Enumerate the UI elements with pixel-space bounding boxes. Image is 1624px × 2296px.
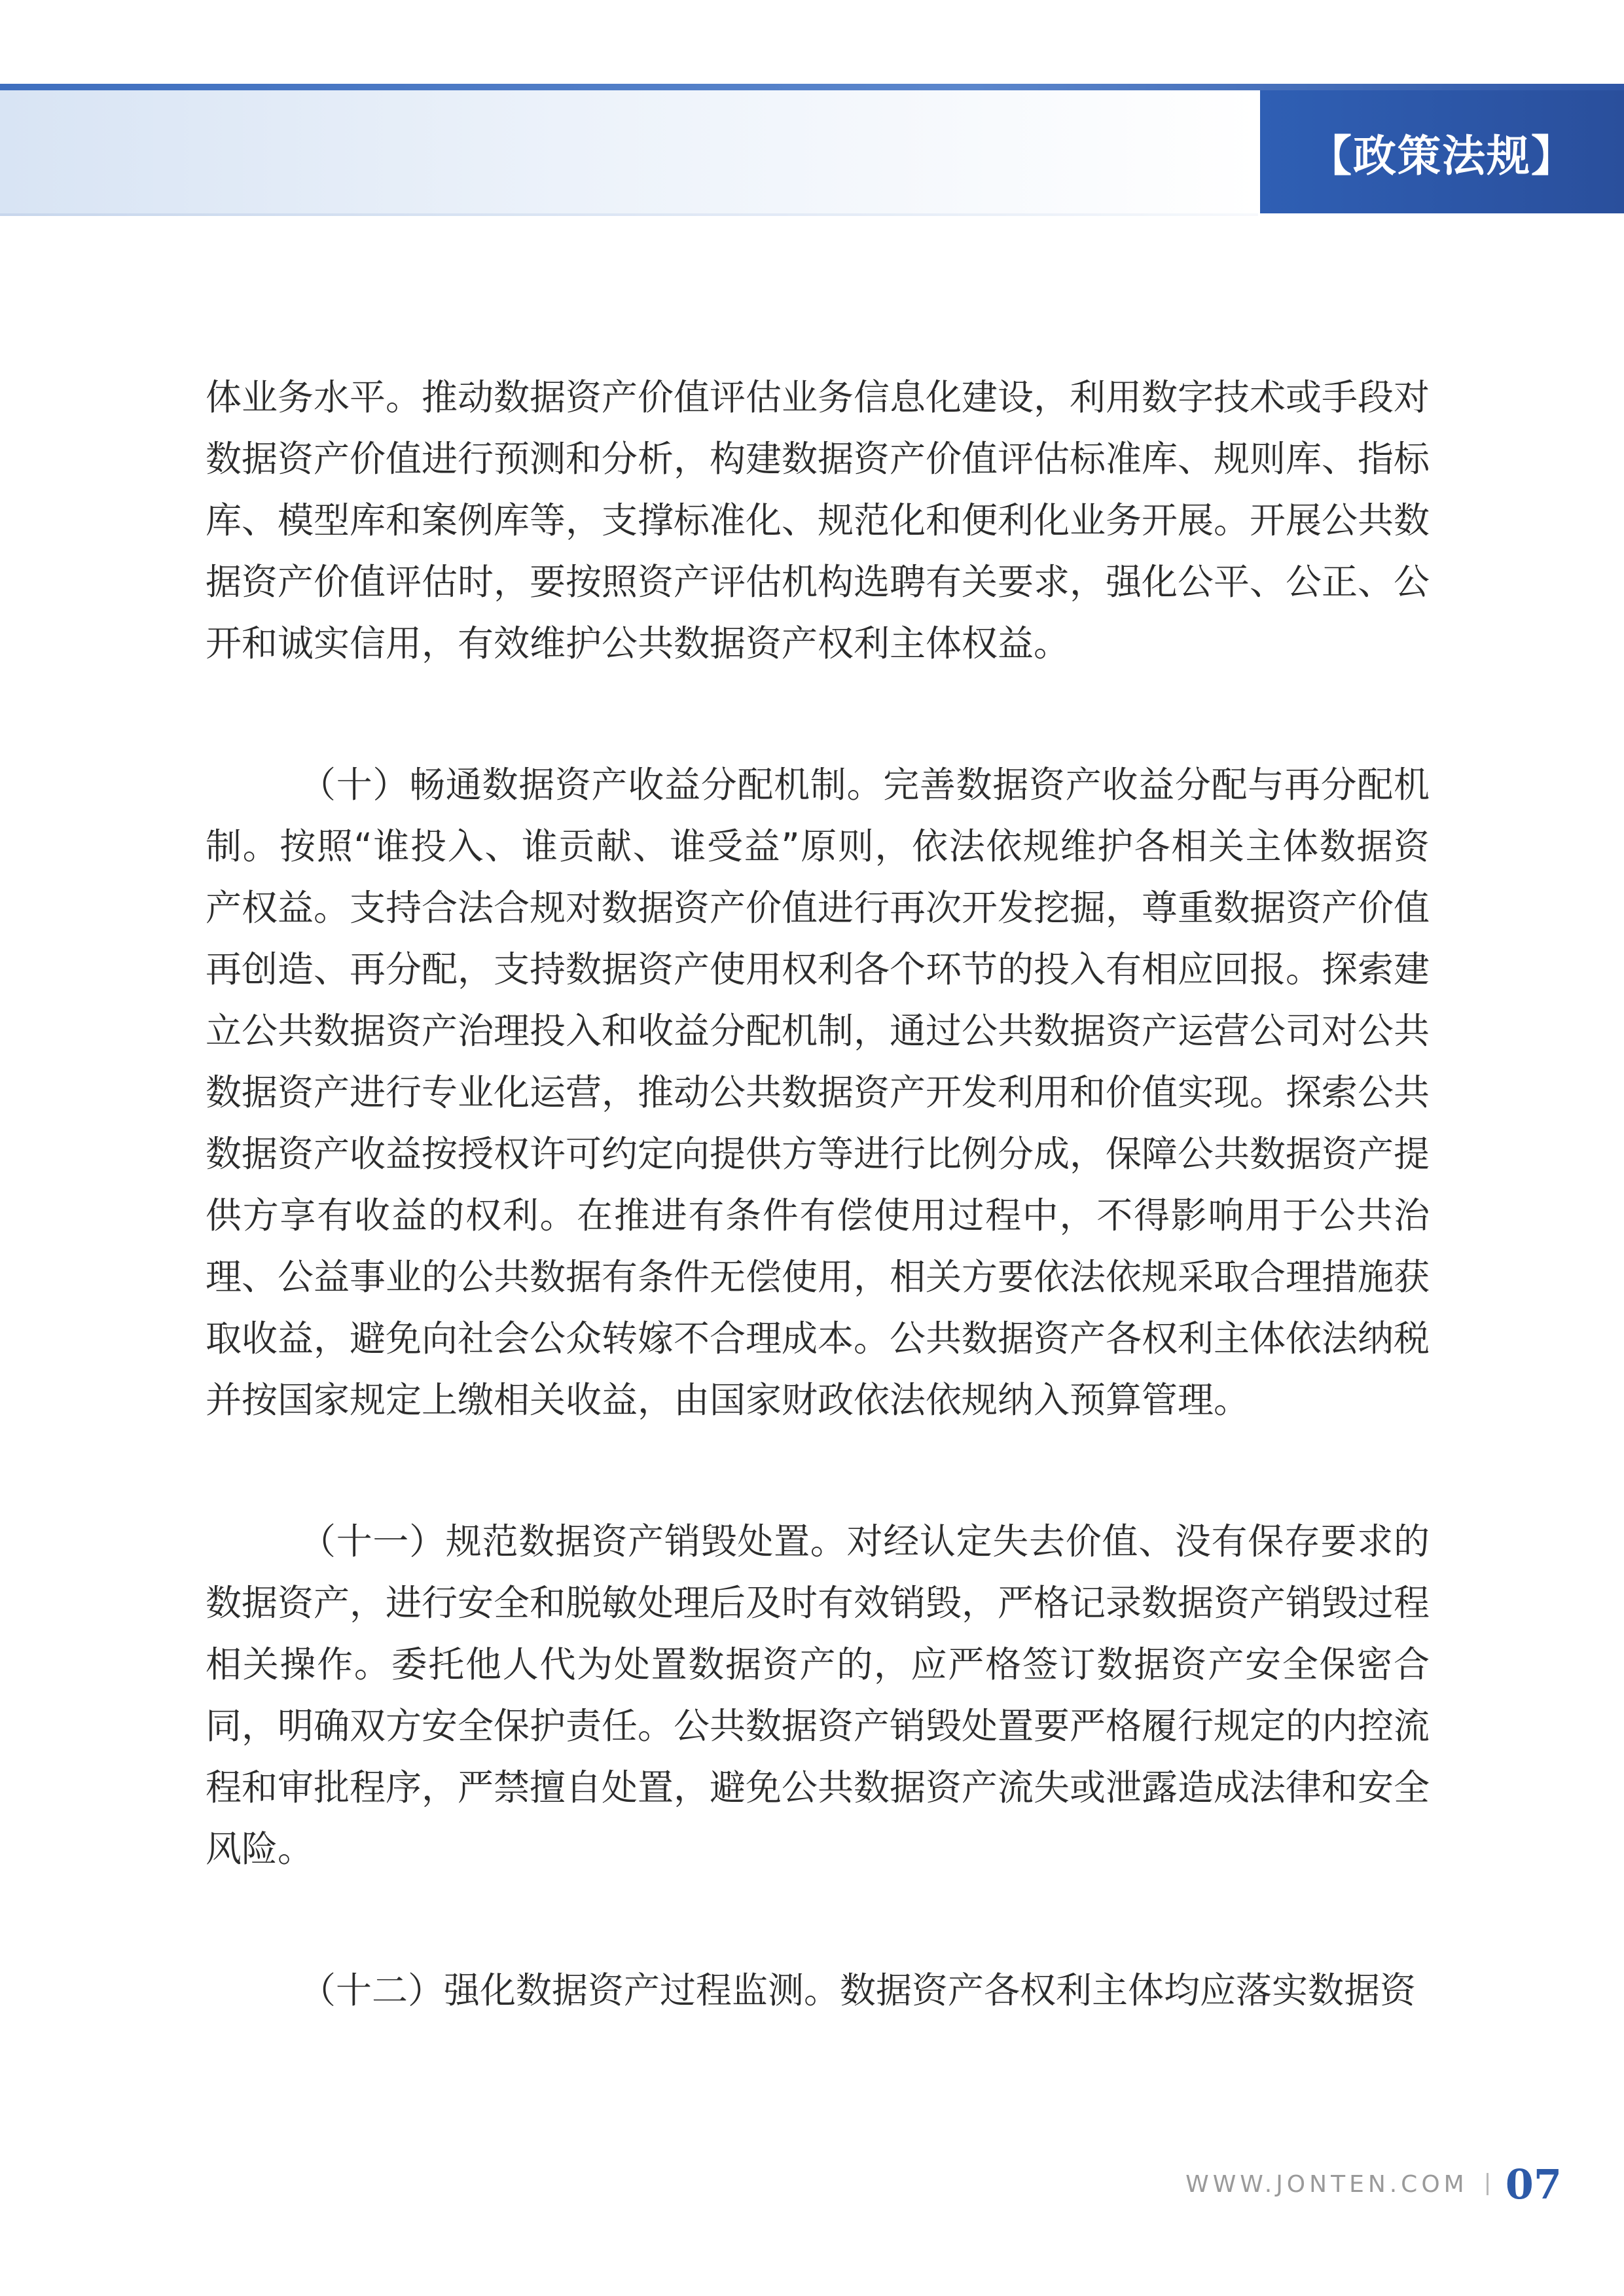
section-tab bbox=[1260, 90, 1624, 213]
page-number: 07 bbox=[1505, 2160, 1562, 2208]
paragraph-section-11: （十一）规范数据资产销毁处置。对经认定失去价值、没有保存要求的数据资产，进行安全和脱敏处理后及时有效销毁，严格记录数据资产销毁过程相关操作。委托他人代为处置数据资产的，应严格签订数据资产安全保密合同，明确双方安全保护责任。公共数据资产销毁处置要严格履行规定的内控流程和审批程序，严禁擅自处置，避免公共数据资产流失或泄露造成法律和安全风险。 bbox=[206, 1520, 1430, 1870]
website-url: WWW.JONTEN.COM bbox=[1185, 2170, 1468, 2198]
section-title: 【政策法规】 bbox=[1308, 130, 1576, 181]
header-bottom-rule bbox=[0, 213, 1258, 216]
paragraph-section-10: （十）畅通数据资产收益分配机制。完善数据资产收益分配与再分配机制。按照“谁投入、谁贡献、谁受益”原则，依法依规维护各相关主体数据资产权益。支持合法合规对数据资产价值进行再次开发挖掘，尊重数据资产价值再创造、再分配，支持数据资产使用权利各个环节的投入有相应回报。探索建立公共数据资产治理投入和收益分配机制，通过公共数据资产运营公司对公共数据资产进行专业化运营，推动公共数据资产开发利用和价值实现。探索公共数据资产收益按授权许可约定向提供方等进行比例分成，保障公共数据资产提供方享有收益的权利。在推进有条件有偿使用过程中，不得影响用于公共治理、公益事业的公共数据有条件无偿使用，相关方要依法依规采取合理措施获取收益，避免向社会公众转嫁不合理成本。公共数据资产各权利主体依法纳税并按国家规定上缴相关收益，由国家财政依法依规纳入预算管理。 bbox=[206, 764, 1430, 1421]
paragraph-continued: 体业务水平。推动数据资产价值评估业务信息化建设，利用数字技术或手段对数据资产价值进行预测和分析，构建数据资产价值评估标准库、规则库、指标库、模型库和案例库等，支撑标准化、规范化和便利化业务开展。开展公共数据资产价值评估时，要按照资产评估机构选聘有关要求，强化公平、公正、公开和诚实信用，有效维护公共数据资产权利主体权益。 bbox=[206, 376, 1430, 664]
paragraph-section-12: （十二）强化数据资产过程监测。数据资产各权利主体均应落实数据资 bbox=[300, 1969, 1416, 2011]
header-banner bbox=[0, 90, 1258, 213]
page-footer bbox=[1185, 2161, 1562, 2207]
article-body bbox=[206, 367, 1430, 2101]
footer-divider bbox=[1487, 2173, 1489, 2195]
header-top-rule bbox=[0, 84, 1624, 90]
